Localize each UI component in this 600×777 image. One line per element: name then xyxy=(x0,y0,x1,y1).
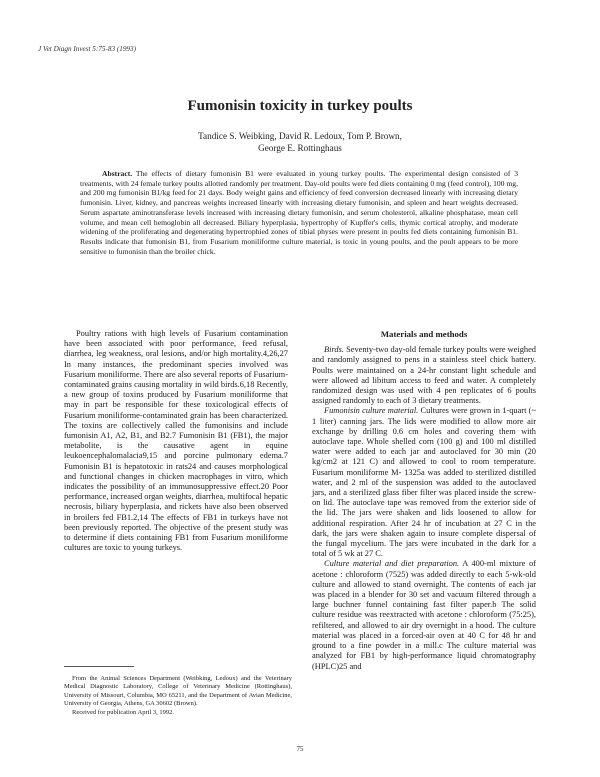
footnote-divider xyxy=(64,666,134,667)
culture-subheading: Fumonisin culture material. xyxy=(324,406,419,416)
received-footnote: Received for publication April 3, 1992. xyxy=(72,708,174,716)
culture-paragraph xyxy=(312,406,536,559)
authors-line-2: George E. Rottinghaus xyxy=(258,142,342,153)
birds-text: Seventy-two day-old female turkey poults were weighed and randomly assigned to pens in a stainless steel chick battery. Poults were maintained on a 24-hr constant light schedule and were allowed ad libitum access to feed and water. A completely randomized design was used with 4 pen replicates of 6 poults assigned randomly to each of 3 dietary treatments. xyxy=(312,345,536,406)
diet-preparation-text: A 400-ml mixture of acetone : chloroform (7525) was added directly to each 5-wk-old culture and allowed to stand overnight. The contents of each jar was placed in a blender for 30 set and vacuum filtered through a large buchner funnel containing fast filter paper.b The solid culture residue was reextracted with acetone : chloroform (75:25), refiltered, and allowed to air dry overnight in a hood. The culture material was placed in a forced-air oven at 40 C for 48 hr and ground to a fine powder in a mill.c The culture material was analyzed for FB1 by high-performance liquid chromatography (HPLC)25 and xyxy=(312,559,536,671)
left-column xyxy=(64,329,288,553)
author-list xyxy=(0,131,600,155)
abstract-label: Abstract. xyxy=(102,169,133,178)
diet-preparation-paragraph xyxy=(312,559,536,671)
introduction-paragraph: Poultry rations with high levels of Fusarium contamination have been associated with poor performance, feed refusal, diarrhea, leg weakness, oral lesions, and/or high mortality.4,26,27 In many instances, the predominant species involved was Fusarium moniliforme. There are also several reports of Fusarium-contaminated grains causing mortality in wild birds.6,18 Recently, a new group of toxins produced by Fusarium moniliforme that may in part be responsible for these toxicological effects of Fusarium moniliforme-contaminated grain has been characterized. The toxins are collectively called the fumonisins and include fumonisin A1, A2, B1, and B2.7 Fumonisin B1 (FB1), the major metabolite, is the causative agent in equine leukoencephalomalacia9,15 and porcine pulmonary edema.7 Fumonisin B1 is hepatotoxic in rats24 and causes morphological and functional changes in chicken macrophages in vitro, which indicates the possibility of an immunosuppressive effect.20 Poor performance, increased organ weights, diarrhea, multifocal hepatic necrosis, biliary hyperplasia, and rickets have also been observed in broilers fed FB1.2,14 The effects of FB1 in turkeys have not been previously reported. The objective of the present study was to determine if diets containing FB1 from Fusarium moniliforme cultures are toxic to young turkeys. xyxy=(64,329,288,553)
article-title: Fumonisin toxicity in turkey poults xyxy=(187,98,413,114)
abstract-text: The effects of dietary fumonisin B1 were evaluated in young turkey poults. The experimental design consisted of 3 treatments, with 24 female turkey poults allotted randomly per treatment. Day-old poults were fed diets containing 0 mg (feed control), 100 mg, and 200 mg fumonisin B1/kg feed for 21 days. Body weight gains and efficiency of feed conversion decreased linearly with increasing dietary fumonisin. Liver, kidney, and pancreas weights increased linearly with increasing dietary fumonisin, and spleen and heart weights decreased. Serum aspartate aminotransferase levels increased with increasing dietary fumonisin, and serum cholesterol, alkaline phosphatase, mean cell volume, and mean cell hemoglobin all decreased. Biliary hyperplasia, hypertrophy of Kupffer's cells, thymic cortical atrophy, and moderate widening of the proliferating and degenerating hypertrophied zones of tibial physes were present in poults fed diets containing fumonisin B1. Results indicate that fumonisin B1, from Fusarium moniliforme culture material, is toxic in young poults, and the poult appears to be more sensitive to fumonisin than the broiler chick. xyxy=(80,169,518,256)
methods-heading: Materials and methods xyxy=(380,329,468,339)
page-number: 75 xyxy=(296,746,304,753)
right-column xyxy=(312,329,536,672)
authors-line-1: Tandice S. Weibking, David R. Ledoux, Tom P. Brown, xyxy=(198,131,402,141)
birds-subheading: Birds. xyxy=(324,345,344,355)
birds-paragraph xyxy=(312,345,536,406)
culture-text: Cultures were grown in 1-quart (~ 1 liter) canning jars. The lids were modified to allow more air exchange by drilling 0.6 cm holes and covering them with autoclave tape. Whole shelled corn (100 g) and 100 ml distilled water were added to each jar and autoclaved for 30 min (20 kg/cm2 at 121 C) and allowed to cool to room temperature. Fusarium moniliforme M- 1325a was added to sterilized distilled water, and 2 ml of the suspension was added to the autoclaved jars, and a sterilized glass fiber filter was placed inside the screw-on lid. The autoclave tape was removed from the exterior side of the lid. The jars were shaken and lids loosened to allow for additional respiration. After 24 hr of incubation at 27 C in the dark, the jars were shaken again to insure complete dispersal of the fungal mycelium. The jars were incubated in the dark for a total of 5 wk at 27 C. xyxy=(312,406,536,559)
footnotes xyxy=(64,675,292,717)
journal-reference: J Vet Diagn Invest 5:75-83 (1993) xyxy=(38,45,137,53)
abstract xyxy=(80,169,518,256)
affiliation-footnote: From the Animal Sciences Department (Weibking, Ledoux) and the Veterinary Medical Diagnostic Laboratory, College of Veterinary Medicine (Rottinghaus), University of Missouri, Columbia, MO 65211, and the Department of Avian Medicine, University of Georgia, Athens, GA 30602 (Brown). xyxy=(64,675,292,708)
diet-preparation-subheading: Culture material and diet preparation. xyxy=(324,559,460,569)
